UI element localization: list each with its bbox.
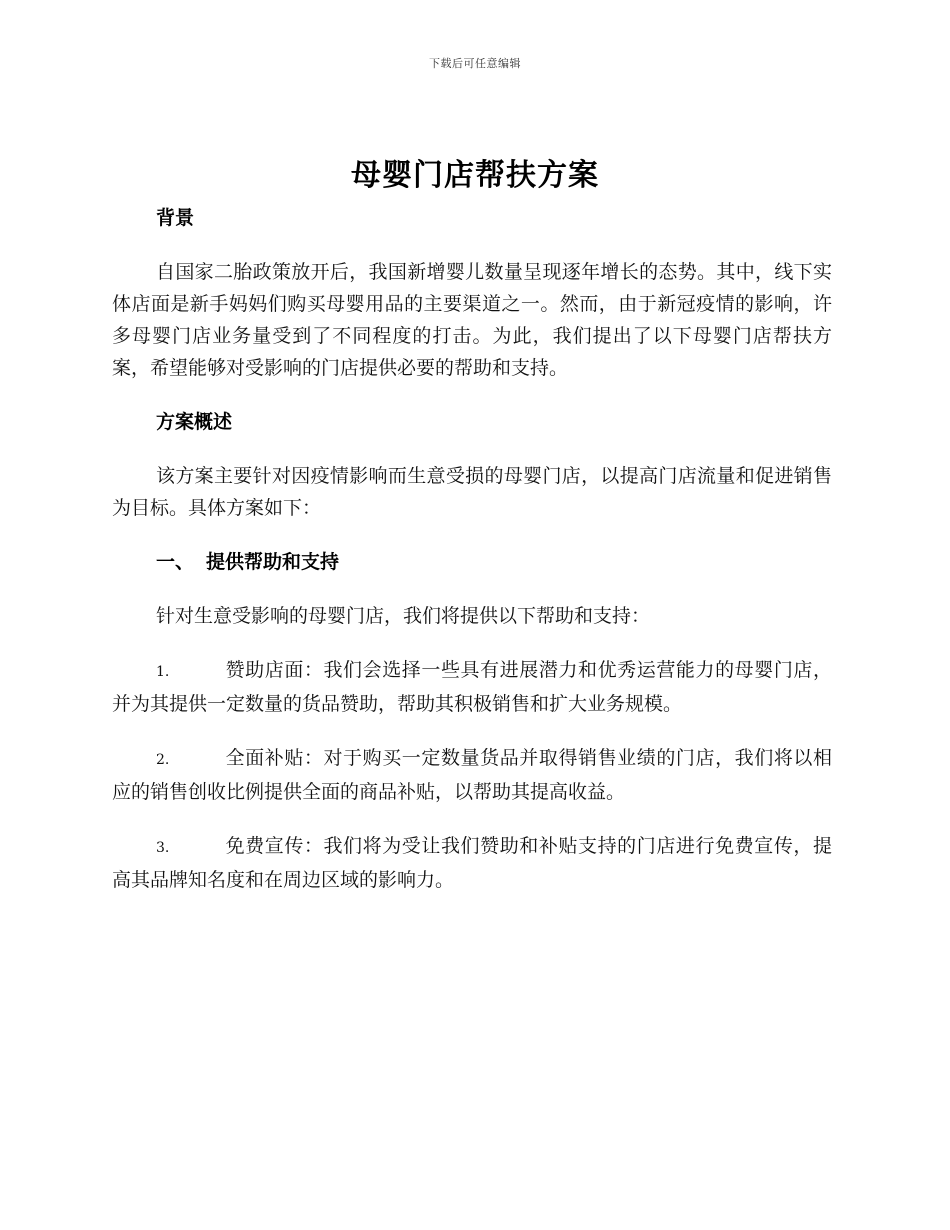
background-paragraph: 自国家二胎政策放开后，我国新增婴儿数量呈现逐年增长的态势。其中，线下实体店面是新手妈妈们购买母婴用品的主要渠道之一。然而，由于新冠疫情的影响，许多母婴门店业务量受到了不同程度的打击。为此，我们提出了以下母婴门店帮扶方案，希望能够对受影响的门店提供必要的帮助和支持。 bbox=[112, 261, 832, 379]
section-heading-support bbox=[112, 546, 832, 578]
document-body bbox=[112, 202, 832, 896]
list-item bbox=[112, 742, 832, 808]
section-heading-overview: 方案概述 bbox=[156, 411, 233, 433]
list-item-number: 3. bbox=[156, 840, 170, 856]
list-item-text: 免费宣传：我们将为受让我们赞助和补贴支持的门店进行免费宣传，提高其品牌知名度和在周边区域的影响力。 bbox=[112, 835, 832, 891]
overview-paragraph: 该方案主要针对因疫情影响而生意受损的母婴门店，以提高门店流量和促进销售为目标。具体方案如下： bbox=[112, 465, 832, 519]
list-item-number: 1. bbox=[156, 664, 170, 680]
list-item-number: 2. bbox=[156, 752, 170, 768]
list-item-text: 全面补贴：对于购买一定数量货品并取得销售业绩的门店，我们将以相应的销售创收比例提供全面的商品补贴，以帮助其提高收益。 bbox=[112, 747, 832, 803]
section-heading-support-text: 提供帮助和支持 bbox=[206, 551, 340, 573]
support-intro-paragraph: 针对生意受影响的母婴门店，我们将提供以下帮助和支持： bbox=[156, 605, 651, 627]
header-note: 下载后可任意编辑 bbox=[429, 57, 521, 70]
list-item bbox=[112, 830, 832, 896]
document-title: 母婴门店帮扶方案 bbox=[351, 158, 599, 193]
section-heading-background: 背景 bbox=[156, 207, 195, 229]
list-item-text: 赞助店面：我们会选择一些具有进展潜力和优秀运营能力的母婴门店，并为其提供一定数量的货品赞助，帮助其积极销售和扩大业务规模。 bbox=[112, 659, 832, 715]
section-number: 一、 bbox=[156, 551, 195, 573]
list-item bbox=[112, 654, 832, 720]
